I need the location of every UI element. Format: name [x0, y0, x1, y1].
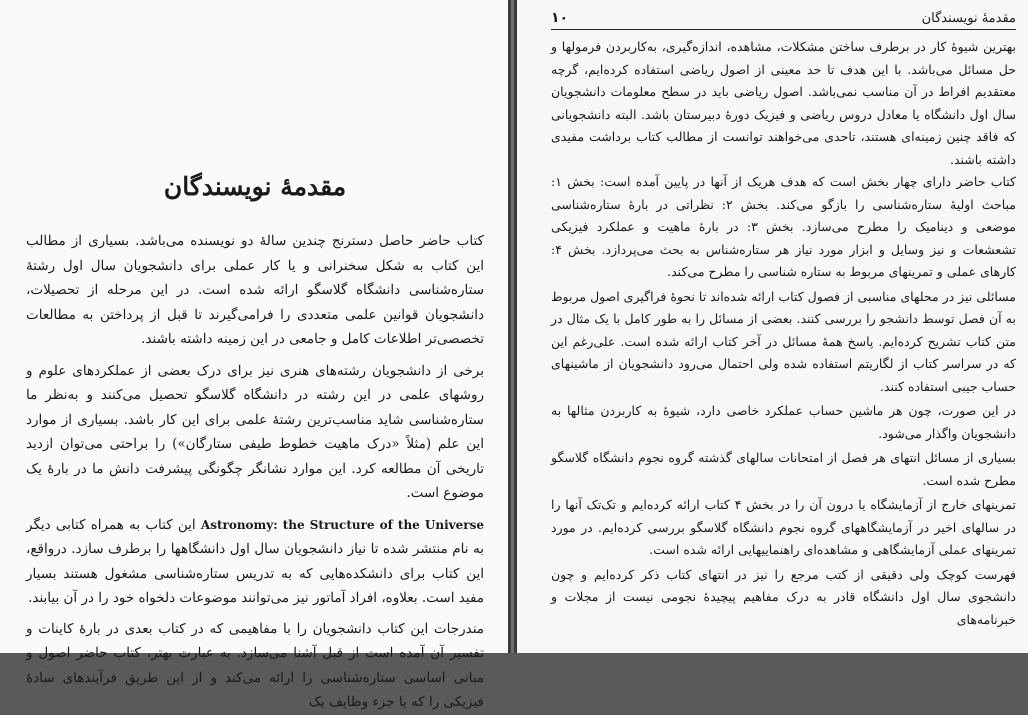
left-paragraph-3-text: این کتاب به همراه کتابی دیگر به نام منتشر شده تا نیاز دانشجویان سال اول دانشگاهها را برطرف سازد. درواقع، این کتاب برای دانشکده‌هایی که به تدریس ستاره‌شناسی مشغول هستند بسیار مفید است. بعلاوه، افراد آماتور نیز می‌توانند موضوعات دلخواه خود را در آن بیابند.	[26, 516, 484, 606]
running-header	[551, 0, 1016, 30]
right-paragraph-4: در این صورت، چون هر ماشین حساب عملکرد خاصی دارد، شیوهٔ به کاربردن مثالها به دانشجویان واگذار می‌شود.	[551, 403, 1016, 441]
left-paragraph-1: کتاب حاضر حاصل دسترنج چندین سالهٔ دو نویسنده می‌باشد. بسیاری از مطالب این کتاب به شکل سخنرانی و یا کار عملی برای دانشجویان سال اول رشتهٔ ستاره‌شناسی دانشگاه گلاسگو ارائه شده است. در این مرحله از تحصیلات، دانشجویان قوانین علمی متعددی را فرامی‌گیرند تا قبل از پرداختن به مطالعات تخصصی‌تر اطلاعات کامل و جامعی در این زمینه داشته باشند.	[26, 233, 484, 347]
left-page	[0, 0, 508, 710]
running-title: مقدمهٔ نویسندگان	[921, 11, 1016, 26]
right-paragraph-2: کتاب حاضر دارای چهار بخش است که هدف هریک از آنها در پایین آمده است: بخش ۱: مباحث اولیهٔ ستاره‌شناسی را بازگو می‌کند. بخش ۲: نظراتی در بارهٔ ستاره‌شناسی موضعی و دینامیک را مطرح می‌سازد. بخش ۳: در بارهٔ ماهیت و عملکرد فیزیکی تشعشعات و نیز وسایل و ابزار مورد نیاز هر ستاره‌شناس به بحث می‌پردازد. بخش ۴: کارهای عملی و تمرینهای مربوط به ستاره شناسی را مطرح می‌کند.	[551, 174, 1017, 279]
page-number: ۱۰	[551, 10, 569, 26]
right-paragraph-6: تمرینهای خارج از آزمایشگاه یا درون آن را در بخش ۴ کتاب ارائه کرده‌ایم و تک‌تک آنها را در سالهای اخیر در آزمایشگاههای گروه نجوم دانشگاه گلاسگو بررسی کرده‌ایم. در مورد تمرینهای عملی آزمایشگاهی و مشاهده‌ای راهنماییهایی ارائه شده است.	[551, 497, 1016, 557]
latin-book-title: Astronomy: the Structure of the Universe	[200, 517, 484, 532]
right-paragraph-5: بسیاری از مسائل انتهای هر فصل از امتحانات سالهای گذشته گروه نجوم دانشگاه گلاسگو مطرح شده است.	[551, 450, 1016, 488]
left-paragraph-4: مندرجات این کتاب دانشجویان را با مفاهیمی که در کتاب بعدی در بارهٔ کاینات و تفسیر آن آمده است از قبل آشنا می‌سازد. به عبارت بهتر، کتاب حاضر اصول و مبانی اساسی ستاره‌شناسی را ارائه می‌کند و از این طریق فرآیندهای سادهٔ فیزیکی را که یا جزء وظایف یک	[26, 620, 484, 710]
book-gutter	[508, 0, 517, 653]
left-paragraph-2: برخی از دانشجویان رشته‌های هنری نیز برای درک بعضی از عملکردهای علوم و روشهای علمی در این رشته در دانشگاه گلاسگو تحصیل می‌کنند و به‌نظر ما ستاره‌شناسی شاید مناسب‌ترین رشتهٔ علمی برای این کار باشد. بسیاری از موارد این علم (مثلاً «درک ماهیت خطوط طیفی ستارگان») را براحتی می‌توان ازدید تاریخی آن مطالعه کرد. این موارد نشانگر چگونگی پیشرفت دانش ما در بارهٔ یک موضوع است.	[26, 362, 484, 501]
right-paragraph-3: مسائلی نیز در محلهای مناسبی از فصول کتاب ارائه شده‌اند تا نحوهٔ فراگیری اصول مربوط به آن فصل توسط دانشجو را بررسی کنند. بعضی از مسائل را به طور کامل با یک مثال در متن کتاب تشریح کرده‌ایم. پاسخ همهٔ مسائل در آخر کتاب ارائه شده است. علی‌رغم این که در سراسر کتاب از لگاریتم استفاده شده ولی احتمال می‌رود دانشجویان از ماشینهای حساب جیبی استفاده کنند.	[551, 288, 1016, 394]
left-paragraph-3	[26, 513, 484, 611]
right-paragraph-1: بهترین شیوهٔ کار در برطرف ساختن مشکلات، مشاهده، اندازه‌گیری، به‌کاربردن فرمولها و حل مسائل می‌باشد. با این هدف تا حد معینی از اصول ریاضی استفاده کرده‌ایم، گرچه معتقدیم افراط در آن مناسب نمی‌باشد. اصول ریاضی باید در سطح معلومات دانشجویان سال اول دانشگاه یا معادل دروس ریاضی و فیزیک دورهٔ دبیرستان باشد. البته دانشجویانی که فاقد چنین زمینه‌ای هستند، تاحدی می‌خواهند توانست از مطالب کتاب برداشت مفیدی داشته باشند.	[551, 39, 1016, 167]
chapter-heading: مقدمهٔ نویسندگان	[163, 172, 347, 201]
right-paragraph-7: فهرست کوچک ولی دقیقی از کتب مرجع را نیز در انتهای کتاب ذکر کرده‌ایم و چون دانشجوی سال اول دانشگاه قادر به درک مفاهیم پیچیدهٔ نجومی نیست از مجلات و خبرنامه‌های	[551, 566, 1016, 627]
right-page	[517, 0, 1028, 653]
